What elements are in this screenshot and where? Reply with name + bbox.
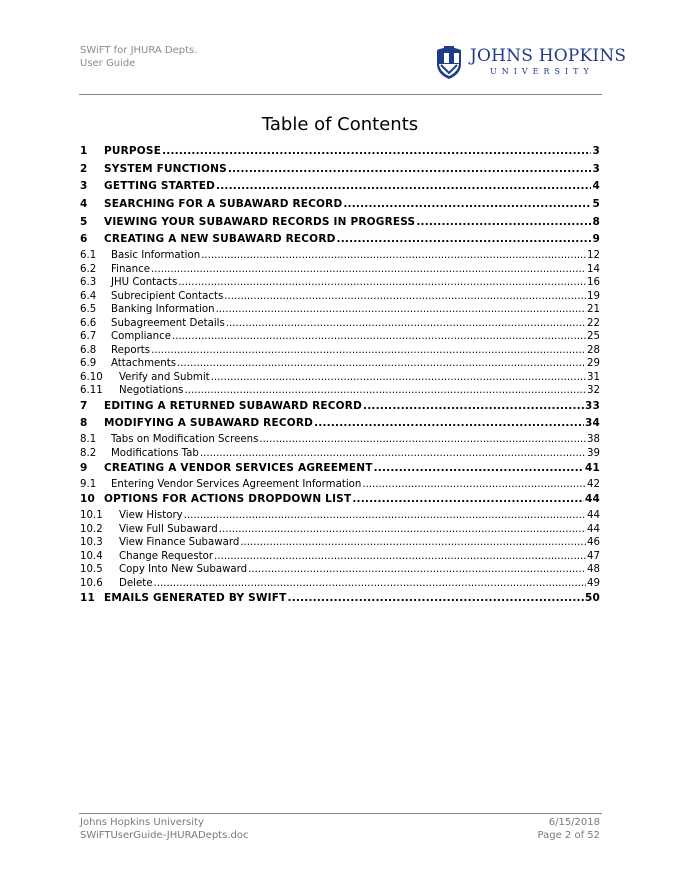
toc-entry-number: 10 bbox=[80, 493, 96, 506]
toc-entry-page: 8 bbox=[592, 215, 600, 228]
toc-entry-page: 21 bbox=[587, 304, 600, 316]
toc-dot-leader bbox=[177, 358, 586, 369]
toc-entry-title: CREATING A NEW SUBAWARD RECORD bbox=[104, 233, 336, 246]
toc-entry-number: 7 bbox=[80, 399, 88, 412]
toc-entry-title: Compliance bbox=[111, 331, 171, 343]
toc-dot-leader bbox=[337, 233, 592, 245]
toc-entry-number: 3 bbox=[80, 180, 88, 193]
toc-entry-page: 47 bbox=[587, 550, 600, 562]
table-of-contents bbox=[80, 145, 600, 609]
toc-entry-page: 48 bbox=[587, 564, 600, 576]
toc-entry-page: 46 bbox=[587, 537, 600, 549]
toc-entry[interactable] bbox=[80, 434, 600, 448]
toc-entry-title: Entering Vendor Services Agreement Information bbox=[111, 478, 362, 490]
toc-entry-title: CREATING A VENDOR SERVICES AGREEMENT bbox=[104, 462, 373, 474]
toc-dot-leader bbox=[314, 417, 584, 429]
toc-entry-page: 32 bbox=[587, 385, 600, 397]
toc-dot-leader bbox=[352, 493, 584, 505]
toc-entry-page: 33 bbox=[584, 399, 600, 412]
toc-entry-number: 6.3 bbox=[80, 277, 97, 289]
toc-dot-leader bbox=[151, 345, 586, 356]
toc-dot-leader bbox=[226, 318, 586, 329]
document-header bbox=[80, 44, 197, 70]
toc-entry-number: 6.7 bbox=[80, 331, 97, 343]
toc-entry-title: View History bbox=[119, 510, 183, 522]
toc-entry-page: 42 bbox=[587, 478, 600, 490]
footer-right bbox=[538, 816, 600, 842]
toc-entry[interactable] bbox=[80, 592, 600, 609]
toc-entry-number: 10.1 bbox=[80, 510, 103, 522]
toc-entry[interactable] bbox=[80, 163, 600, 180]
toc-entry[interactable] bbox=[80, 318, 600, 332]
toc-entry[interactable] bbox=[80, 551, 600, 565]
toc-dot-leader bbox=[363, 400, 584, 412]
toc-entry-title: OPTIONS FOR ACTIONS DROPDOWN LIST bbox=[104, 493, 352, 506]
footer-date: 6/15/2018 bbox=[548, 817, 600, 828]
toc-entry-number: 6.11 bbox=[80, 385, 103, 397]
toc-entry-number: 4 bbox=[80, 198, 88, 211]
toc-entry[interactable] bbox=[80, 216, 600, 233]
toc-entry-title: Modifications Tab bbox=[111, 447, 199, 459]
toc-dot-leader bbox=[184, 385, 586, 396]
toc-dot-leader bbox=[343, 198, 591, 210]
toc-entry-number: 10.3 bbox=[80, 537, 103, 549]
toc-entry-title: Tabs on Modification Screens bbox=[111, 434, 259, 446]
logo-sub-text: UNIVERSITY bbox=[490, 67, 594, 76]
logo-main-text: JOHNS HOPKINS bbox=[470, 46, 627, 66]
toc-entry[interactable] bbox=[80, 417, 600, 434]
toc-entry-title: JHU Contacts bbox=[111, 277, 178, 289]
toc-entry[interactable] bbox=[80, 462, 600, 479]
toc-dot-leader bbox=[416, 216, 591, 228]
toc-entry-title: Delete bbox=[119, 577, 153, 589]
toc-entry-title: Verify and Submit bbox=[119, 371, 210, 383]
toc-entry[interactable] bbox=[80, 331, 600, 345]
toc-entry-number: 11 bbox=[80, 591, 96, 604]
toc-entry[interactable] bbox=[80, 304, 600, 318]
toc-entry-number: 10.5 bbox=[80, 564, 103, 576]
toc-entry-number: 6.8 bbox=[80, 344, 97, 356]
logo-wordmark bbox=[470, 46, 626, 76]
toc-entry-page: 9 bbox=[592, 233, 600, 246]
toc-entry-title: Attachments bbox=[111, 358, 177, 370]
toc-entry-number: 5 bbox=[80, 215, 88, 228]
toc-entry-page: 38 bbox=[587, 434, 600, 446]
toc-entry[interactable] bbox=[80, 493, 600, 510]
header-doc-subtitle: User Guide bbox=[80, 58, 136, 69]
jhu-logo bbox=[434, 44, 627, 80]
toc-entry-page: 34 bbox=[584, 417, 600, 430]
toc-dot-leader bbox=[153, 578, 586, 589]
toc-entry-number: 6 bbox=[80, 233, 88, 246]
toc-entry[interactable] bbox=[80, 479, 600, 493]
toc-dot-leader bbox=[184, 510, 586, 521]
toc-entry-number: 8 bbox=[80, 417, 88, 430]
toc-entry-number: 8.1 bbox=[80, 434, 97, 446]
toc-entry-title: SEARCHING FOR A SUBAWARD RECORD bbox=[104, 198, 343, 211]
toc-dot-leader bbox=[178, 277, 586, 288]
toc-entry[interactable] bbox=[80, 537, 600, 551]
toc-entry-page: 41 bbox=[584, 462, 600, 474]
toc-entry-title: Finance bbox=[111, 263, 150, 275]
toc-entry-number: 8.2 bbox=[80, 447, 97, 459]
toc-entry[interactable] bbox=[80, 250, 600, 264]
toc-entry-title: EMAILS GENERATED BY SWIFT bbox=[104, 591, 287, 604]
toc-entry-title: MODIFYING A SUBAWARD RECORD bbox=[104, 417, 314, 430]
toc-dot-leader bbox=[172, 331, 586, 342]
toc-entry-page: 44 bbox=[587, 523, 600, 535]
shield-icon bbox=[434, 44, 464, 80]
toc-entry-number: 6.9 bbox=[80, 358, 97, 370]
toc-dot-leader bbox=[216, 304, 586, 315]
toc-entry-page: 22 bbox=[587, 317, 600, 329]
toc-entry[interactable] bbox=[80, 385, 600, 399]
toc-entry-title: SYSTEM FUNCTIONS bbox=[104, 162, 227, 175]
toc-entry[interactable] bbox=[80, 264, 600, 278]
toc-entry-page: 3 bbox=[592, 145, 600, 157]
toc-dot-leader bbox=[151, 264, 586, 275]
toc-dot-leader bbox=[162, 145, 591, 157]
toc-entry-title: PURPOSE bbox=[104, 145, 162, 157]
toc-entry-page: 50 bbox=[584, 591, 600, 604]
toc-entry-page: 16 bbox=[587, 277, 600, 289]
toc-dot-leader bbox=[374, 462, 584, 474]
toc-entry-number: 10.6 bbox=[80, 577, 103, 589]
footer-left bbox=[80, 816, 248, 842]
header-divider bbox=[79, 94, 602, 95]
toc-entry-page: 14 bbox=[587, 263, 600, 275]
toc-entry[interactable] bbox=[80, 372, 600, 386]
toc-entry-number: 9.1 bbox=[80, 478, 97, 490]
toc-entry[interactable] bbox=[80, 524, 600, 538]
toc-entry-number: 10.4 bbox=[80, 550, 103, 562]
toc-entry-number: 6.2 bbox=[80, 263, 97, 275]
toc-entry-page: 29 bbox=[587, 358, 600, 370]
toc-dot-leader bbox=[248, 564, 586, 575]
toc-entry-title: Copy Into New Subaward bbox=[119, 564, 248, 576]
toc-title: Table of Contents bbox=[261, 114, 419, 135]
toc-dot-leader bbox=[224, 291, 586, 302]
toc-entry[interactable] bbox=[80, 578, 600, 592]
toc-entry[interactable] bbox=[80, 510, 600, 524]
toc-dot-leader bbox=[201, 250, 586, 261]
footer-filename: SWiFTUserGuide-JHURADepts.doc bbox=[80, 830, 249, 841]
toc-dot-leader bbox=[200, 448, 586, 459]
toc-entry-number: 6.5 bbox=[80, 304, 97, 316]
toc-entry-title: Subagreement Details bbox=[111, 317, 225, 329]
toc-dot-leader bbox=[216, 180, 591, 192]
toc-dot-leader bbox=[219, 524, 586, 535]
toc-entry-page: 44 bbox=[587, 510, 600, 522]
toc-entry-page: 44 bbox=[584, 493, 600, 506]
toc-entry-page: 49 bbox=[587, 577, 600, 589]
toc-entry-title: EDITING A RETURNED SUBAWARD RECORD bbox=[104, 399, 363, 412]
toc-entry-title: Basic Information bbox=[111, 250, 201, 262]
toc-entry[interactable] bbox=[80, 358, 600, 372]
toc-entry[interactable] bbox=[80, 198, 600, 215]
toc-entry-title: Change Requestor bbox=[119, 550, 214, 562]
toc-dot-leader bbox=[228, 163, 592, 175]
toc-entry-title: View Finance Subaward bbox=[119, 537, 240, 549]
toc-entry[interactable] bbox=[80, 233, 600, 250]
toc-entry-page: 39 bbox=[587, 447, 600, 459]
toc-entry-title: Banking Information bbox=[111, 304, 215, 316]
toc-entry-title: GETTING STARTED bbox=[104, 180, 216, 193]
footer-page-number: Page 2 of 52 bbox=[537, 830, 600, 841]
toc-entry-number: 6.6 bbox=[80, 317, 97, 329]
toc-entry-number: 9 bbox=[80, 462, 88, 474]
toc-entry-page: 25 bbox=[587, 331, 600, 343]
toc-dot-leader bbox=[214, 551, 586, 562]
footer-org: Johns Hopkins University bbox=[80, 817, 204, 828]
toc-dot-leader bbox=[259, 434, 586, 445]
toc-entry-page: 12 bbox=[587, 250, 600, 262]
toc-entry[interactable] bbox=[80, 145, 600, 162]
toc-dot-leader bbox=[362, 479, 586, 490]
toc-entry-title: Subrecipient Contacts bbox=[111, 290, 224, 302]
toc-entry-title: View Full Subaward bbox=[119, 523, 218, 535]
toc-entry-page: 4 bbox=[592, 180, 600, 193]
header-doc-title: SWiFT for JHURA Depts. bbox=[80, 45, 198, 56]
toc-entry-number: 6.4 bbox=[80, 290, 97, 302]
toc-entry-page: 19 bbox=[587, 290, 600, 302]
toc-entry-title: Negotiations bbox=[119, 385, 184, 397]
toc-entry-title: Reports bbox=[111, 344, 151, 356]
toc-dot-leader bbox=[288, 592, 584, 604]
toc-entry[interactable] bbox=[80, 277, 600, 291]
toc-entry[interactable] bbox=[80, 345, 600, 359]
toc-entry-page: 5 bbox=[592, 198, 600, 211]
toc-dot-leader bbox=[240, 537, 586, 548]
toc-entry-title: VIEWING YOUR SUBAWARD RECORDS IN PROGRESS bbox=[104, 215, 416, 228]
footer-divider bbox=[79, 813, 602, 814]
toc-entry[interactable] bbox=[80, 448, 600, 462]
toc-entry-page: 31 bbox=[587, 371, 600, 383]
toc-entry-number: 10.2 bbox=[80, 523, 103, 535]
toc-entry-number: 6.10 bbox=[80, 371, 103, 383]
toc-entry[interactable] bbox=[80, 291, 600, 305]
toc-entry-number: 1 bbox=[80, 145, 88, 157]
toc-entry-number: 6.1 bbox=[80, 250, 97, 262]
toc-entry-page: 3 bbox=[592, 162, 600, 175]
toc-entry[interactable] bbox=[80, 400, 600, 417]
toc-entry-number: 2 bbox=[80, 162, 88, 175]
toc-entry[interactable] bbox=[80, 564, 600, 578]
toc-entry-page: 28 bbox=[587, 344, 600, 356]
toc-dot-leader bbox=[211, 372, 586, 383]
toc-entry[interactable] bbox=[80, 180, 600, 197]
